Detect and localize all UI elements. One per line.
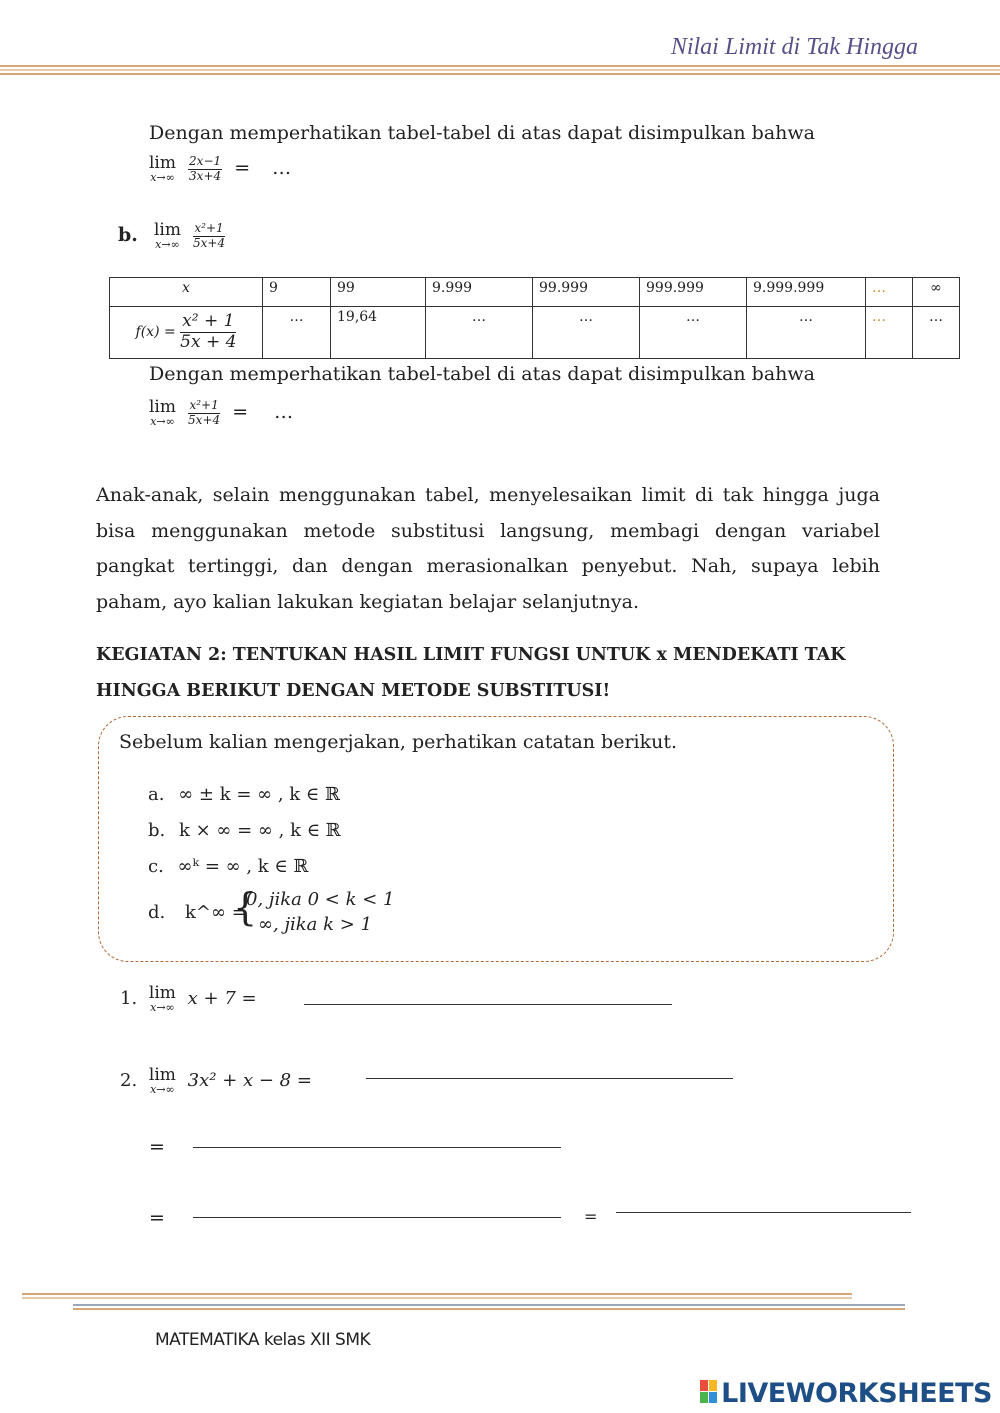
frac-denominator: 5x+4 (193, 235, 226, 250)
equals-sign: = (232, 401, 249, 424)
table-cell-input[interactable]: … (866, 307, 913, 359)
note-item-d-case2: ∞, jika k > 1 (258, 914, 373, 935)
part-b-conclusion: Dengan memperhatikan tabel-tabel di atas dapat disimpulkan bahwa (149, 363, 816, 385)
note-item-label: a. (148, 784, 165, 805)
answer-line-2[interactable] (366, 1078, 733, 1079)
table-cell: 9.999 (426, 278, 533, 307)
page-header-title: Nilai Limit di Tak Hingga (670, 34, 918, 60)
equals-sign: = (234, 157, 251, 180)
lim-sub: x→∞ (150, 1083, 175, 1096)
question-number: 2. (120, 1070, 138, 1091)
fx-label: f(x) = (135, 324, 176, 341)
part-b-limit (149, 399, 293, 428)
brace-icon: { (233, 885, 258, 929)
frac-numerator: x²+1 (194, 221, 224, 235)
table-row-fx (110, 307, 960, 359)
table-cell-input[interactable]: … (640, 307, 747, 359)
frac-numerator: 2x−1 (189, 154, 222, 168)
header-rule-2 (0, 69, 1000, 71)
table-cell: 99.999 (533, 278, 640, 307)
part-b-table (109, 277, 960, 359)
answer-line-1[interactable] (304, 1004, 672, 1005)
liveworksheets-wordmark: LIVEWORKSHEETS (721, 1378, 992, 1409)
note-item-c (148, 856, 308, 877)
part-a-conclusion: Dengan memperhatikan tabel-tabel di atas dapat disimpulkan bahwa (149, 122, 816, 144)
note-item-d-case1: 0, jika 0 < k < 1 (246, 889, 395, 910)
note-item-label: d. (148, 902, 166, 923)
table-header-x: x (110, 278, 263, 307)
work-equals-2: = (149, 1207, 165, 1229)
frac-denominator: 3x+4 (189, 168, 222, 183)
note-intro: Sebelum kalian mengerjakan, perhatikan catatan berikut. (119, 731, 678, 753)
note-item-a (148, 784, 340, 805)
question-2 (120, 1067, 312, 1095)
lim-sub: x→∞ (150, 1001, 175, 1014)
lim-word: lim (149, 397, 176, 418)
part-a-limit (149, 155, 291, 184)
intro-paragraph: Anak-anak, selain menggunakan tabel, menyelesaikan limit di tak hingga juga bisa menggunakan metode substitusi langsung, membagi dengan variabel pangkat tertinggi, dan dengan merasionalkan penyebut. Nah, supaya lebih paham, ayo kalian lakukan kegiatan belajar selanjutnya. (96, 484, 880, 613)
table-cell: 999.999 (640, 278, 747, 307)
note-item-d (148, 902, 247, 923)
lim-word: lim (148, 983, 176, 1003)
frac-denominator: 5x + 4 (180, 332, 237, 352)
note-item-text: ∞ᵏ = ∞ , k ∈ ℝ (177, 856, 309, 877)
lim-sub: x→∞ (155, 238, 180, 252)
table-cell-input[interactable]: … (913, 307, 960, 359)
part-b-answer[interactable]: … (274, 401, 294, 424)
activity-heading-line1: KEGIATAN 2: TENTUKAN HASIL LIMIT FUNGSI UNTUK x MENDEKATI TAK (96, 645, 846, 665)
frac-denominator: 5x+4 (188, 412, 221, 427)
header-rule (0, 65, 1000, 67)
table-cell: 9.999.999 (747, 278, 866, 307)
note-item-lhs: k^∞ = (184, 902, 247, 923)
table-cell: … (866, 278, 913, 307)
frac-numerator: x²+1 (189, 398, 219, 412)
answer-line-5[interactable] (616, 1212, 911, 1213)
question-number: 1. (120, 988, 138, 1009)
note-item-text: k × ∞ = ∞ , k ∈ ℝ (178, 820, 341, 841)
question-expression: 3x² + x − 8 = (187, 1070, 312, 1091)
footer-rule-4 (73, 1308, 905, 1310)
table-cell-input[interactable]: … (426, 307, 533, 359)
note-item-b (148, 820, 341, 841)
table-cell-input[interactable]: … (533, 307, 640, 359)
lim-word: lim (153, 220, 181, 241)
liveworksheets-logo (700, 1378, 992, 1409)
table-cell: 19,64 (331, 307, 426, 359)
table-cell: 9 (263, 278, 331, 307)
part-b-title (118, 222, 225, 251)
answer-line-4[interactable] (193, 1217, 561, 1218)
work-equals-3: = (584, 1207, 598, 1226)
work-equals-1: = (149, 1136, 165, 1158)
activity-heading-line2: HINGGA BERIKUT DENGAN METODE SUBSTITUSI! (96, 681, 611, 701)
liveworksheets-icon (700, 1380, 718, 1404)
part-a-answer[interactable]: … (272, 157, 292, 180)
table-cell: ∞ (913, 278, 960, 307)
footer-rule (22, 1293, 852, 1295)
table-cell: 99 (331, 278, 426, 307)
header-rule-3 (0, 73, 1000, 75)
footer-rule-2 (22, 1297, 852, 1299)
footer-text: MATEMATIKA kelas XII SMK (155, 1330, 371, 1350)
note-item-text: ∞ ± k = ∞ , k ∈ ℝ (178, 784, 340, 805)
lim-sub: x→∞ (150, 171, 175, 185)
footer-rule-3 (73, 1304, 905, 1306)
note-item-label: c. (148, 856, 164, 877)
question-1 (120, 985, 257, 1013)
note-item-label: b. (148, 820, 166, 841)
answer-line-3[interactable] (193, 1147, 561, 1148)
lim-sub: x→∞ (150, 415, 175, 429)
lim-word: lim (149, 153, 176, 174)
question-expression: x + 7 = (187, 988, 257, 1009)
table-cell-input[interactable]: … (747, 307, 866, 359)
table-row-x (110, 278, 960, 307)
table-cell-input[interactable]: … (263, 307, 331, 359)
part-b-label: b. (118, 224, 138, 247)
frac-numerator: x² + 1 (182, 311, 235, 332)
lim-word: lim (148, 1065, 176, 1085)
table-header-fx (110, 307, 263, 359)
